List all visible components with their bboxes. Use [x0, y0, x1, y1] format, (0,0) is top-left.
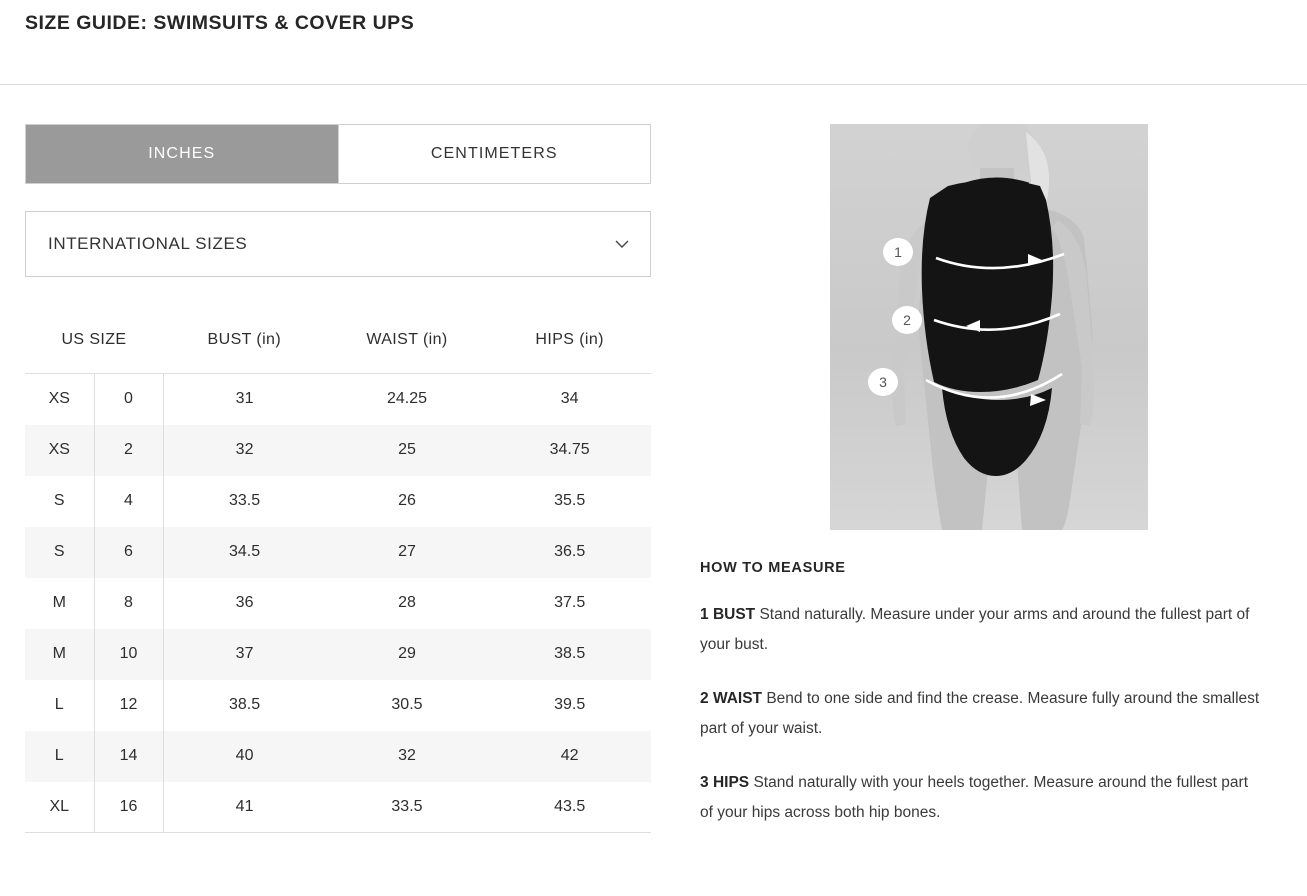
tab-inches-label: INCHES [148, 145, 216, 162]
table-row [25, 680, 651, 731]
cell-hips: 39.5 [554, 696, 586, 713]
cell-us-number: 8 [94, 578, 163, 629]
tab-centimeters[interactable] [339, 125, 651, 183]
cell-size: XS [25, 425, 94, 476]
measure-hips-text: Stand naturally with your heels together. Measure around the fullest part of your hips across both hip bones. [700, 774, 1249, 821]
measure-instruction-hips [700, 768, 1262, 828]
header-divider [0, 84, 1307, 85]
cell-us-number: 6 [94, 527, 163, 578]
cell-us-number: 14 [94, 731, 163, 782]
cell-waist: 24.25 [386, 390, 427, 408]
size-system-select[interactable] [25, 211, 651, 277]
cell-waist: 25 [326, 425, 489, 476]
table-row [25, 425, 651, 476]
cell-us-number: 0 [94, 374, 163, 425]
table-row [25, 374, 651, 425]
cell-waist: 28 [398, 594, 416, 611]
unit-toggle [25, 124, 651, 184]
cell-size: XL [25, 782, 94, 833]
cell-bust: 31 [235, 390, 254, 408]
measure-waist-label: 2 WAIST [700, 690, 763, 707]
cell-waist: 33.5 [326, 782, 489, 833]
size-chart-panel [25, 124, 651, 833]
cell-size: M [25, 629, 94, 680]
measure-bust-text: Stand naturally. Measure under your arms and around the fullest part of your bust. [700, 606, 1250, 653]
cell-waist: 30.5 [391, 696, 423, 713]
cell-size: S [25, 527, 94, 578]
measure-hips-label: 3 HIPS [700, 774, 750, 791]
cell-waist: 27 [326, 527, 489, 578]
cell-hips: 42 [488, 731, 651, 782]
table-row [25, 527, 651, 578]
cell-waist: 32 [326, 731, 489, 782]
figure-graphic [830, 124, 1148, 530]
how-to-measure-panel [700, 124, 1282, 844]
col-header-us-size: US SIZE [25, 307, 163, 374]
cell-bust: 37 [163, 629, 326, 680]
cell-size: M [25, 578, 94, 629]
cell-size: XS [25, 374, 94, 425]
svg-text:3: 3 [879, 374, 887, 390]
tab-centimeters-label: CENTIMETERS [430, 145, 558, 162]
col-header-hips: HIPS (in) [488, 307, 651, 374]
measure-instruction-bust [700, 600, 1262, 660]
cell-us-number: 10 [94, 629, 163, 680]
cell-us-number: 2 [94, 425, 163, 476]
table-header-row [25, 307, 651, 374]
col-header-waist: WAIST (in) [326, 307, 489, 374]
cell-bust: 34.5 [163, 527, 326, 578]
cell-us-number: 4 [94, 476, 163, 527]
table-row [25, 782, 651, 833]
tab-inches[interactable] [26, 125, 339, 183]
size-system-selected-value: INTERNATIONAL SIZES [48, 234, 248, 253]
cell-hips: 35.5 [554, 492, 586, 509]
measurement-diagram-image [830, 124, 1148, 530]
table-row [25, 578, 651, 629]
cell-bust: 41 [163, 782, 326, 833]
cell-waist: 29 [326, 629, 489, 680]
cell-size: L [25, 731, 94, 782]
how-to-measure-title: HOW TO MEASURE [700, 560, 846, 576]
measure-instruction-waist [700, 684, 1262, 744]
cell-bust: 33.5 [229, 492, 261, 509]
size-table [25, 307, 651, 833]
measure-bust-label: 1 BUST [700, 606, 756, 623]
cell-us-number: 12 [94, 680, 163, 731]
svg-text:2: 2 [903, 312, 911, 328]
cell-bust: 32 [163, 425, 326, 476]
cell-hips: 37.5 [554, 594, 586, 611]
chevron-down-icon [614, 236, 630, 252]
cell-us-number: 16 [94, 782, 163, 833]
cell-hips: 34.75 [488, 425, 651, 476]
svg-text:1: 1 [894, 244, 902, 260]
cell-size: S [25, 476, 94, 527]
cell-bust: 38.5 [229, 696, 261, 713]
cell-bust: 36 [235, 594, 254, 611]
col-header-bust: BUST (in) [163, 307, 326, 374]
measure-waist-text: Bend to one side and find the crease. Measure fully around the smallest part of your waist. [700, 690, 1260, 737]
page-title: SIZE GUIDE: SWIMSUITS & COVER UPS [25, 12, 415, 34]
cell-bust: 40 [163, 731, 326, 782]
cell-hips: 43.5 [488, 782, 651, 833]
table-row [25, 629, 651, 680]
cell-hips: 34 [560, 390, 579, 408]
cell-waist: 26 [398, 492, 416, 509]
cell-size: L [25, 680, 94, 731]
cell-hips: 36.5 [488, 527, 651, 578]
table-row [25, 476, 651, 527]
table-body [25, 374, 651, 833]
cell-hips: 38.5 [488, 629, 651, 680]
table-row [25, 731, 651, 782]
